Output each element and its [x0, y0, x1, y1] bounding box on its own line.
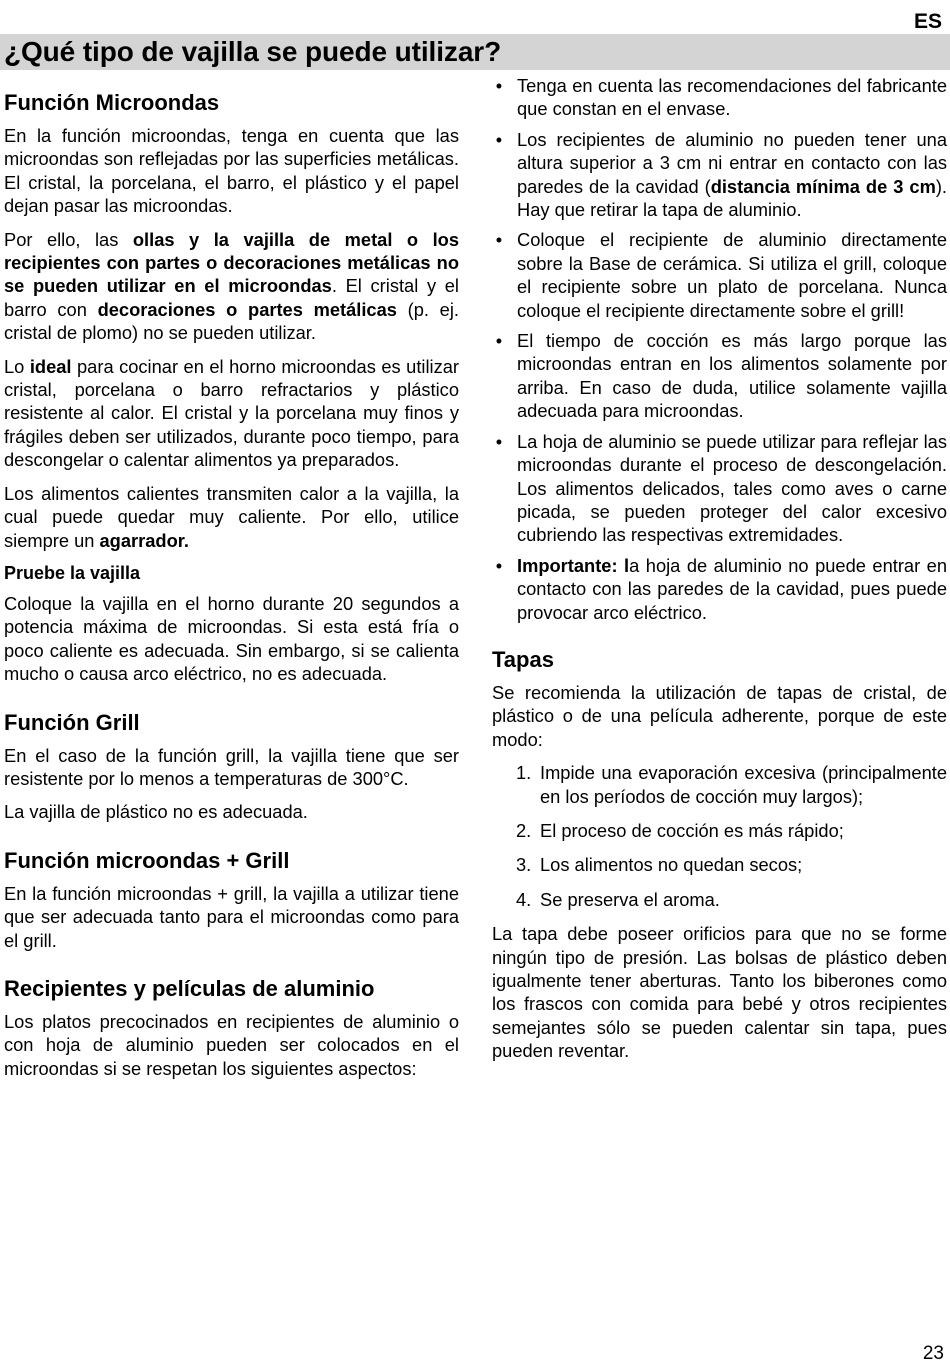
bullet-icon: •: [495, 330, 503, 352]
heading-funcion-grill: Función Grill: [4, 709, 140, 735]
paragraph-plastic-not-suitable: La vajilla de plástico no es adecuada.: [4, 801, 308, 823]
paragraph-tapas-final: La tapa debe poseer orificios para que no se forme ningún tipo de presión. Las bolsas de plástico deben igualmente tener aberturas. Tanto los biberones como los frascos con comida para bebé y otros recipientes semejantes sólo se pueden calentar sin tapa, pues pueden reventar.: [492, 923, 947, 1062]
paragraph-grill-resistance: En el caso de la función grill, la vajilla tiene que ser resistente por lo menos a temperaturas de 300°C.: [4, 744, 459, 789]
paragraph-tapas-intro: Se recomienda la utilización de tapas de cristal, de plástico o de una película adherente, porque de este modo:: [492, 681, 947, 750]
bullet-icon: •: [495, 229, 503, 251]
paragraph-aluminio-intro: Los platos precocinados en recipientes de aluminio o con hoja de aluminio pueden ser colocados en el microondas si se respetan los siguientes aspectos:: [4, 1010, 459, 1079]
list-item: • La hoja de aluminio se puede utilizar para reflejar las microondas durante el proceso de descongelación. Los alimentos delicados, tales como aves o carne picada, se pueden proteger del calor excesivo cubriendo las respectivas extremidades.: [492, 430, 947, 547]
bullet-icon: •: [495, 554, 503, 576]
list-item: • Coloque el recipiente de aluminio directamente sobre la Base de cerámica. Si utiliza el grill, coloque el recipiente sobre un plato de porcelana. Nunca coloque el recipiente directamente sobre el grill!: [492, 228, 947, 322]
list-item: 1. Impide una evaporación excesiva (principalmente en los períodos de cocción muy largos);: [516, 762, 947, 807]
list-item: • Importante: la hoja de aluminio no puede entrar en contacto con las paredes de la cavidad, pues puede provocar arco eléctrico.: [492, 554, 947, 624]
heading-funcion-microondas: Función Microondas: [4, 90, 220, 115]
page-number: 23: [922, 1343, 944, 1364]
title-bar: [0, 34, 950, 70]
right-column: [492, 74, 947, 1073]
list-item: • El tiempo de cocción es más largo porque las microondas entran en los alimentos solamente por arriba. En caso de duda, utilice solamente vajilla adecuada para microondas.: [492, 329, 947, 423]
paragraph-ideal-materials: Lo ideal para cocinar en el horno microondas es utilizar cristal, porcelana o barro refractarios y plástico resistente al calor. El cristal y la porcelana muy finos y frágiles deben ser utilizados, durante poco tiempo, para descongelar o calentar alimentos ya preparados.: [4, 355, 459, 471]
page-title: ¿Qué tipo de vajilla se puede utilizar?: [4, 36, 502, 67]
aluminium-guidelines-list: [492, 74, 947, 624]
tapas-benefits-list: [492, 761, 947, 911]
list-item: • Los recipientes de aluminio no pueden tener una altura superior a 3 cm ni entrar en contacto con las paredes de la cavidad (distancia mínima de 3 cm). Hay que retirar la tapa de aluminio.: [492, 128, 947, 222]
paragraph-test-dishes: Coloque la vajilla en el horno durante 20 segundos a potencia máxima de microondas. Si esta está fría o poco caliente es adecuada. Sin embargo, si se calienta mucho o causa arco eléctrico, no es adecuada.: [4, 592, 459, 685]
heading-pruebe-vajilla: Pruebe la vajilla: [4, 562, 141, 583]
heading-microondas-grill: Función microondas + Grill: [4, 847, 290, 873]
left-column: [4, 70, 459, 1090]
bullet-icon: •: [495, 75, 503, 96]
bullet-icon: •: [495, 430, 503, 452]
language-code: ES: [913, 10, 942, 33]
list-item: • Tenga en cuenta las recomendaciones del fabricante que constan en el envase.: [492, 74, 947, 121]
paragraph-hot-food: Los alimentos calientes transmiten calor a la vajilla, la cual puede quedar muy caliente. Por ello, utilice siempre un agarrador.: [4, 482, 459, 551]
list-item: 4. Se preserva el aroma.: [516, 888, 720, 910]
heading-aluminio: Recipientes y películas de aluminio: [4, 975, 375, 1001]
paragraph-combo-dishes: En la función microondas + grill, la vajilla a utilizar tiene que ser adecuada tanto para el microondas como para el grill.: [4, 882, 459, 951]
list-item: 3. Los alimentos no quedan secos;: [516, 854, 803, 876]
paragraph-microondas-intro: En la función microondas, tenga en cuenta que las microondas son reflejadas por las superficies metálicas. El cristal, la porcelana, el barro, el plástico y el papel dejan pasar las microondas.: [4, 125, 459, 217]
paragraph-metal-warning: Por ello, las ollas y la vajilla de metal o los recipientes con partes o decoraciones metálicas no se pueden utilizar en el microondas. El cristal y el barro con decoraciones o partes metálicas (p. ej. cristal de plomo) no se pueden utilizar.: [4, 228, 460, 344]
bullet-icon: •: [495, 128, 503, 150]
list-item: 2. El proceso de cocción es más rápido;: [516, 819, 844, 841]
heading-tapas: Tapas: [492, 646, 554, 672]
